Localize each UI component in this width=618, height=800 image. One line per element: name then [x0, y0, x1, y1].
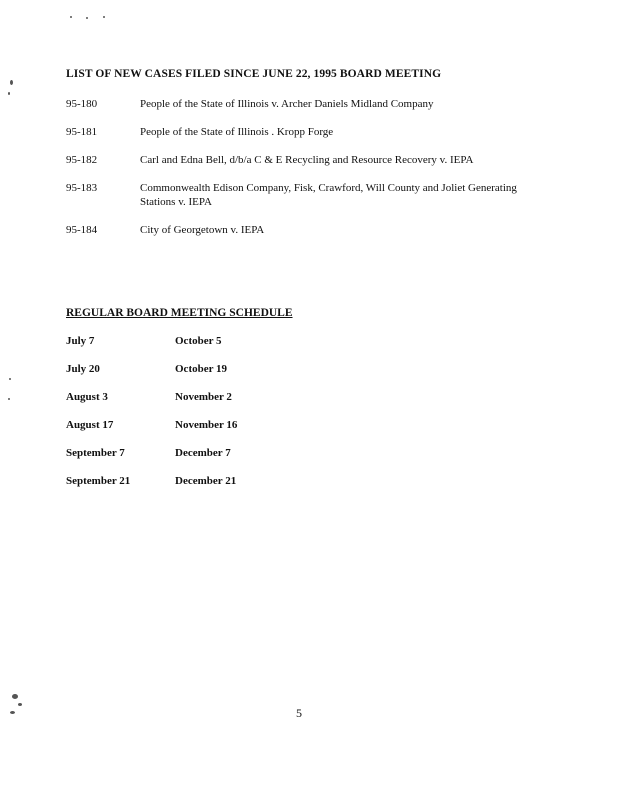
case-number: 95-180 — [66, 98, 98, 110]
case-number: 95-181 — [66, 126, 98, 138]
schedule-date-right: October 19 — [175, 363, 228, 375]
schedule-date-right: October 5 — [175, 335, 222, 347]
case-title: Carl and Edna Bell, d/b/a C & E Recycling and Resource Recovery v. IEPA — [140, 154, 474, 166]
scan-speck — [10, 711, 15, 714]
schedule-date-left: September 21 — [66, 475, 131, 487]
scan-speck — [8, 398, 10, 400]
case-title: City of Georgetown v. IEPA — [140, 224, 265, 236]
new-cases-heading: LIST OF NEW CASES FILED SINCE JUNE 22, 1995 BOARD MEETING — [66, 68, 442, 80]
schedule-date-right: November 2 — [175, 391, 232, 403]
schedule-date-left: July 20 — [66, 363, 100, 375]
scan-speck — [86, 17, 88, 19]
scan-speck — [9, 378, 11, 380]
schedule-date-left: August 3 — [66, 391, 108, 403]
case-number: 95-182 — [66, 154, 98, 166]
case-title: Commonwealth Edison Company, Fisk, Crawford, Will County and Joliet Generating Stations v. IEPA — [140, 182, 517, 208]
case-title: People of the State of Illinois v. Archer Daniels Midland Company — [140, 98, 434, 110]
case-number: 95-184 — [66, 224, 98, 236]
schedule-date-left: August 17 — [66, 419, 114, 431]
schedule-date-right: November 16 — [175, 419, 238, 431]
schedule-date-left: September 7 — [66, 447, 125, 459]
scan-speck — [10, 80, 13, 85]
scan-speck — [70, 16, 72, 18]
schedule-date-right: December 21 — [175, 475, 237, 487]
scan-speck — [18, 703, 22, 706]
scan-speck — [103, 16, 105, 18]
schedule-date-right: December 7 — [175, 447, 231, 459]
schedule-heading: REGULAR BOARD MEETING SCHEDULE — [66, 307, 293, 319]
case-number: 95-183 — [66, 182, 98, 194]
case-title: People of the State of Illinois . Kropp Forge — [140, 126, 334, 138]
scan-speck — [8, 92, 10, 95]
scan-speck — [12, 694, 18, 699]
schedule-date-left: July 7 — [66, 335, 95, 347]
page-number: 5 — [296, 706, 302, 720]
